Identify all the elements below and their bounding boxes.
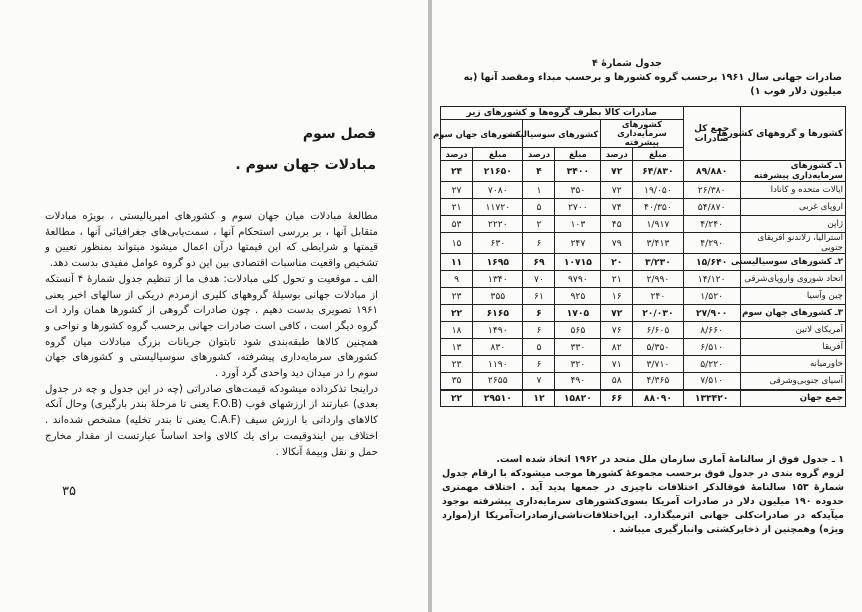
cell-a3: ۱۶۹۵	[473, 254, 523, 271]
cell-p1: ۱۶	[601, 288, 633, 305]
table-row	[441, 305, 846, 322]
cell-total: ۴/۲۴۰	[683, 216, 740, 233]
header-countries: کشورها و گروههای کشورها	[740, 107, 845, 161]
paragraph-fob-note: دراینجا تذکرداده میشودکه قیمت‌های صادراتی (چه در این جدول و چه در جدول بعدی) عبارتند از ارزشهای فوب (F.O.B یعنی تا مرحلهٔ بندر بارگیری) وحال آنکه کالاهای وارداتی با ارزش سیف (C.A.F یعنی تا بندر تخلیه) مشخص شده‌اند . اختلاف بین ایندوقیمت برای یك كالای واحد اساساً عبارتست از مقدار مخارج حمل و نقل وبیمهٔ آنكالا .	[45, 383, 379, 458]
footnote	[442, 453, 844, 537]
header-dest-third-world: کشورهای جهان سوم	[441, 120, 523, 148]
cell-p2: ۶	[523, 233, 555, 254]
cell-p2: ۶۹	[523, 254, 555, 271]
header-total-exports: جمع کل صادرات	[683, 107, 740, 161]
header-dest-socialist: کشورهای سوسیالیست	[523, 120, 601, 148]
cell-a3: ۱۱۹۰	[473, 356, 523, 373]
cell-p1: ۷۲	[601, 182, 633, 199]
cell-p2: ۷۰	[523, 271, 555, 288]
cell-a2: ۴۹۰	[555, 373, 601, 390]
cell-total: ۵/۲۲۰	[683, 356, 740, 373]
row-country-name: آفریقا	[740, 339, 845, 356]
table-row	[441, 216, 846, 233]
cell-total: ۷/۵۱۰	[683, 373, 740, 390]
cell-a3: ۲۱۶۵۰	[473, 161, 523, 182]
row-country-name: ژاپن	[740, 216, 845, 233]
table-row	[441, 182, 846, 199]
subheader-amount: مبلغ	[633, 148, 683, 161]
paragraph-intro: مطالعهٔ مبادلات میان جهان سوم و کشورهای امپریالیستی ، بویژه مبادلات متقابل آنها ، بر بررسی استحکام آنها ، سمت‌یابی‌های جغرافیائی آنها ، مطالعهٔ قیمتها و شرایطی که این قیمتها درآن اعمال میشود میتواند بمنظور تعیین و تشخیص واقعیت مناسبات اقتصادی بین این دو گروه عوامل مفیدی بدست دهد.	[45, 211, 378, 270]
cell-total: ۸۹/۸۸۰	[683, 161, 740, 182]
cell-total: ۵۴/۸۷۰	[683, 199, 740, 216]
cell-total: ۴/۲۹۰	[683, 233, 740, 254]
cell-a2: ۳۴۰۰	[555, 161, 601, 182]
total-cell-p1: ۶۶	[601, 390, 633, 407]
table-row	[441, 254, 846, 271]
cell-total: ۸/۶۶۰	[683, 322, 740, 339]
cell-p2: ۵	[523, 339, 555, 356]
cell-p2: ۶	[523, 322, 555, 339]
cell-p1: ۴۵	[601, 216, 633, 233]
table-row	[441, 233, 846, 254]
cell-p1: ۸۲	[601, 339, 633, 356]
cell-a1: ۴/۳۶۵	[633, 373, 683, 390]
cell-a2: ۱۷۰۵	[555, 305, 601, 322]
paragraph-general-position: الف ـ موقعیت و تحول کلی مبادلات: هدف ما از تنظیم جدول شمارهٔ ۴ آنستکه از مبادلات جهانی بوسیلهٔ گروههای کلیری ازمردم دریکی از سالهای اخیر یعنی ۱۹۶۱ تصویری بدست دهیم . چون صادرات گروهی از کشورها همان وارد ات گروه دیگر است ، کافی است صادرات جهانی برحسب گروه کشورها و نواحی و همچنین کالاها طبقه‌بندی شود تابتوان جریانات بزرگ مبادلات میان گروه کشورهای سرمایه‌داری پیشرفته، کشورهای سوسیالیستی و کشورهای جهان سوم را در میدان دید واحدی گرد آورد .	[45, 273, 379, 380]
row-country-name: چین وآسیا	[740, 288, 845, 305]
cell-a3: ۳۵۵	[473, 288, 523, 305]
cell-p3: ۲۷	[441, 182, 473, 199]
cell-a1: ۵/۳۵۰	[633, 339, 683, 356]
cell-p1: ۷۴	[601, 199, 633, 216]
cell-p3: ۲۳	[441, 288, 473, 305]
cell-total: ۶/۵۱۰	[683, 339, 740, 356]
row-country-name: اروپای غربی	[740, 199, 845, 216]
table-row	[441, 161, 846, 182]
cell-a1: ۳/۷۱۰	[633, 356, 683, 373]
cell-p3: ۱۱	[441, 254, 473, 271]
cell-a1: ۴۰/۳۵۰	[633, 199, 683, 216]
cell-total: ۱۵/۶۴۰	[683, 254, 740, 271]
cell-a3: ۸۳۰	[473, 339, 523, 356]
total-cell-a2: ۱۵۸۲۰	[555, 390, 601, 407]
cell-a1: ۳/۲۳۰	[633, 254, 683, 271]
cell-p2: ۴	[523, 161, 555, 182]
cell-p3: ۹	[441, 271, 473, 288]
cell-a2: ۱۰۳	[555, 216, 601, 233]
cell-p3: ۵۳	[441, 216, 473, 233]
footnote-explanation: لزوم گروه بندی در جدول فوق برحسب مجموعهٔ کشورها موجب میشودکه با ارقام جدول شمارهٔ ۱۵۳ سالنامهٔ فوقالذکر اختلافات ناچیزی در جمعها پدید آید . اختلاف مهمتری حدوده ۱۹۰ میلیون دلار در صادرات آمریکا بسوی‌کشورهای سرمایه‌داری پیشرفته بوجود میآیدکه در صادرات‌کلی جهانی اثرمیگذارد. این‌اختلافات‌ناشی‌ازصادرات‌آمریکا از(موارد ویژه) وهمچنین از ذخایرکشتی وانبارگیری میباشد .	[442, 468, 845, 535]
cell-p2: ۱	[523, 182, 555, 199]
cell-a2: ۲۷۰۰	[555, 199, 601, 216]
header-dest-advanced: کشورهای سرمایه‌داری پیشرفته	[601, 120, 683, 148]
total-cell-p3: ۲۲	[441, 390, 473, 407]
table-row	[441, 271, 846, 288]
cell-p3: ۱۳	[441, 339, 473, 356]
cell-a1: ۶/۶۰۵	[633, 322, 683, 339]
table-total-row	[441, 390, 846, 407]
row-country-name: ۱ـ کشورهای سرمایه‌داری پیشرفته	[740, 161, 845, 182]
cell-p3: ۲۴	[441, 161, 473, 182]
table-caption-text: صادرات جهانی سال ۱۹۶۱ برحسب گروه کشورها و برحسب مبداء ومقصد آنها (به میلیون دلار فوب ۱)	[463, 72, 842, 97]
cell-a3: ۱۱۷۲۰	[473, 199, 523, 216]
cell-total: ۱۴/۱۲۰	[683, 271, 740, 288]
cell-a2: ۱۰۷۱۵	[555, 254, 601, 271]
header-exports-to: صادرات کالا بطرف گروه‌ها و کشورهای زیر	[441, 107, 684, 120]
cell-p1: ۷۲	[601, 305, 633, 322]
total-cell-a3: ۲۹۵۱۰	[473, 390, 523, 407]
cell-p1: ۲۰	[601, 254, 633, 271]
world-exports-table	[433, 106, 846, 407]
table-caption-number: جدول شمارهٔ ۴	[592, 58, 662, 69]
cell-p3: ۲۱	[441, 199, 473, 216]
cell-p1: ۲۱	[601, 271, 633, 288]
cell-a2: ۹۷۹۰	[555, 271, 601, 288]
cell-a3: ۲۲۲۰	[473, 216, 523, 233]
table-row	[441, 356, 846, 373]
row-country-name: ۲ـ کشورهای سوسیالیستی	[740, 254, 845, 271]
cell-a1: ۱/۹۱۷	[633, 216, 683, 233]
cell-total: ۲۶/۳۸۰	[683, 182, 740, 199]
cell-a3: ۶۳۰	[473, 233, 523, 254]
cell-a2: ۳۵۰	[555, 182, 601, 199]
row-country-name: استرالیا، زلاندنو افریقای جنوبی	[740, 233, 845, 254]
cell-total: ۲۷/۹۰۰	[683, 305, 740, 322]
total-row-label: جمع جهان	[740, 390, 845, 407]
cell-p3: ۱۵	[441, 233, 473, 254]
table-row	[441, 322, 846, 339]
row-country-name: آسیای جنوبی‌وشرقی	[740, 373, 845, 390]
row-country-name: ایالات متحده و کانادا	[740, 182, 845, 199]
cell-a3: ۷۰۸۰	[473, 182, 523, 199]
cell-p2: ۶۱	[523, 288, 555, 305]
section-title: مبادلات جهان سوم .	[235, 157, 376, 173]
cell-a3: ۱۴۹۰	[473, 322, 523, 339]
row-country-name: اتحاد شوروی واروپای‌شرقی	[740, 271, 845, 288]
cell-a1: ۲۴۰	[633, 288, 683, 305]
cell-a1: ۲/۹۹۰	[633, 271, 683, 288]
cell-p2: ۵	[523, 199, 555, 216]
cell-p2: ۶	[523, 305, 555, 322]
cell-a3: ۲۶۵۵	[473, 373, 523, 390]
cell-a1: ۶۴/۸۳۰	[633, 161, 683, 182]
left-page	[0, 0, 428, 612]
chapter-title: فصل سوم	[302, 126, 376, 142]
subheader-percent: درصد	[601, 148, 633, 161]
right-page	[432, 0, 862, 612]
cell-p1: ۷۹	[601, 233, 633, 254]
cell-a1: ۲۰/۰۳۰	[633, 305, 683, 322]
row-country-name: ۳ـ کشورهای جهان سوم	[740, 305, 845, 322]
cell-p1: ۷۶	[601, 322, 633, 339]
cell-p1: ۵۸	[601, 373, 633, 390]
cell-p3: ۳۵	[441, 373, 473, 390]
cell-a2: ۹۲۵	[555, 288, 601, 305]
cell-p1: ۷۲	[601, 161, 633, 182]
cell-p3: ۲۲	[441, 305, 473, 322]
cell-a3: ۶۱۶۵	[473, 305, 523, 322]
total-cell-a1: ۸۸۰۹۰	[633, 390, 683, 407]
cell-total: ۱/۵۲۰	[683, 288, 740, 305]
cell-a2: ۳۳۰	[555, 339, 601, 356]
cell-p2: ۷	[523, 373, 555, 390]
subheader-percent: درصد	[523, 148, 555, 161]
cell-a2: ۲۴۷	[555, 233, 601, 254]
cell-a2: ۵۶۵	[555, 322, 601, 339]
subheader-percent: درصد	[441, 148, 473, 161]
cell-p3: ۲۳	[441, 356, 473, 373]
subheader-amount: مبلغ	[473, 148, 523, 161]
total-cell-total: ۱۳۳۴۲۰	[683, 390, 740, 407]
cell-p2: ۲	[523, 216, 555, 233]
cell-a3: ۱۳۴۰	[473, 271, 523, 288]
table-row	[441, 199, 846, 216]
total-cell-p2: ۱۲	[523, 390, 555, 407]
body-text	[45, 209, 378, 460]
table-row	[441, 339, 846, 356]
cell-a2: ۳۲۰	[555, 356, 601, 373]
cell-a1: ۱۹/۰۵۰	[633, 182, 683, 199]
cell-p2: ۶	[523, 356, 555, 373]
cell-p1: ۷۱	[601, 356, 633, 373]
row-country-name: آمریکای لاتین	[740, 322, 845, 339]
subheader-amount: مبلغ	[555, 148, 601, 161]
table-caption	[442, 57, 842, 99]
table-row	[441, 288, 846, 305]
table-row	[441, 373, 846, 390]
cell-p3: ۱۸	[441, 322, 473, 339]
row-country-name: خاورمیانه	[740, 356, 845, 373]
footnote-source: ۱ ـ جدول فوق از سالنامهٔ آماری سازمان ملل متحد در ۱۹۶۲ اتخاذ شده است.	[496, 454, 844, 465]
cell-a1: ۳/۴۱۳	[633, 233, 683, 254]
page-number: ۳۵	[62, 484, 76, 499]
